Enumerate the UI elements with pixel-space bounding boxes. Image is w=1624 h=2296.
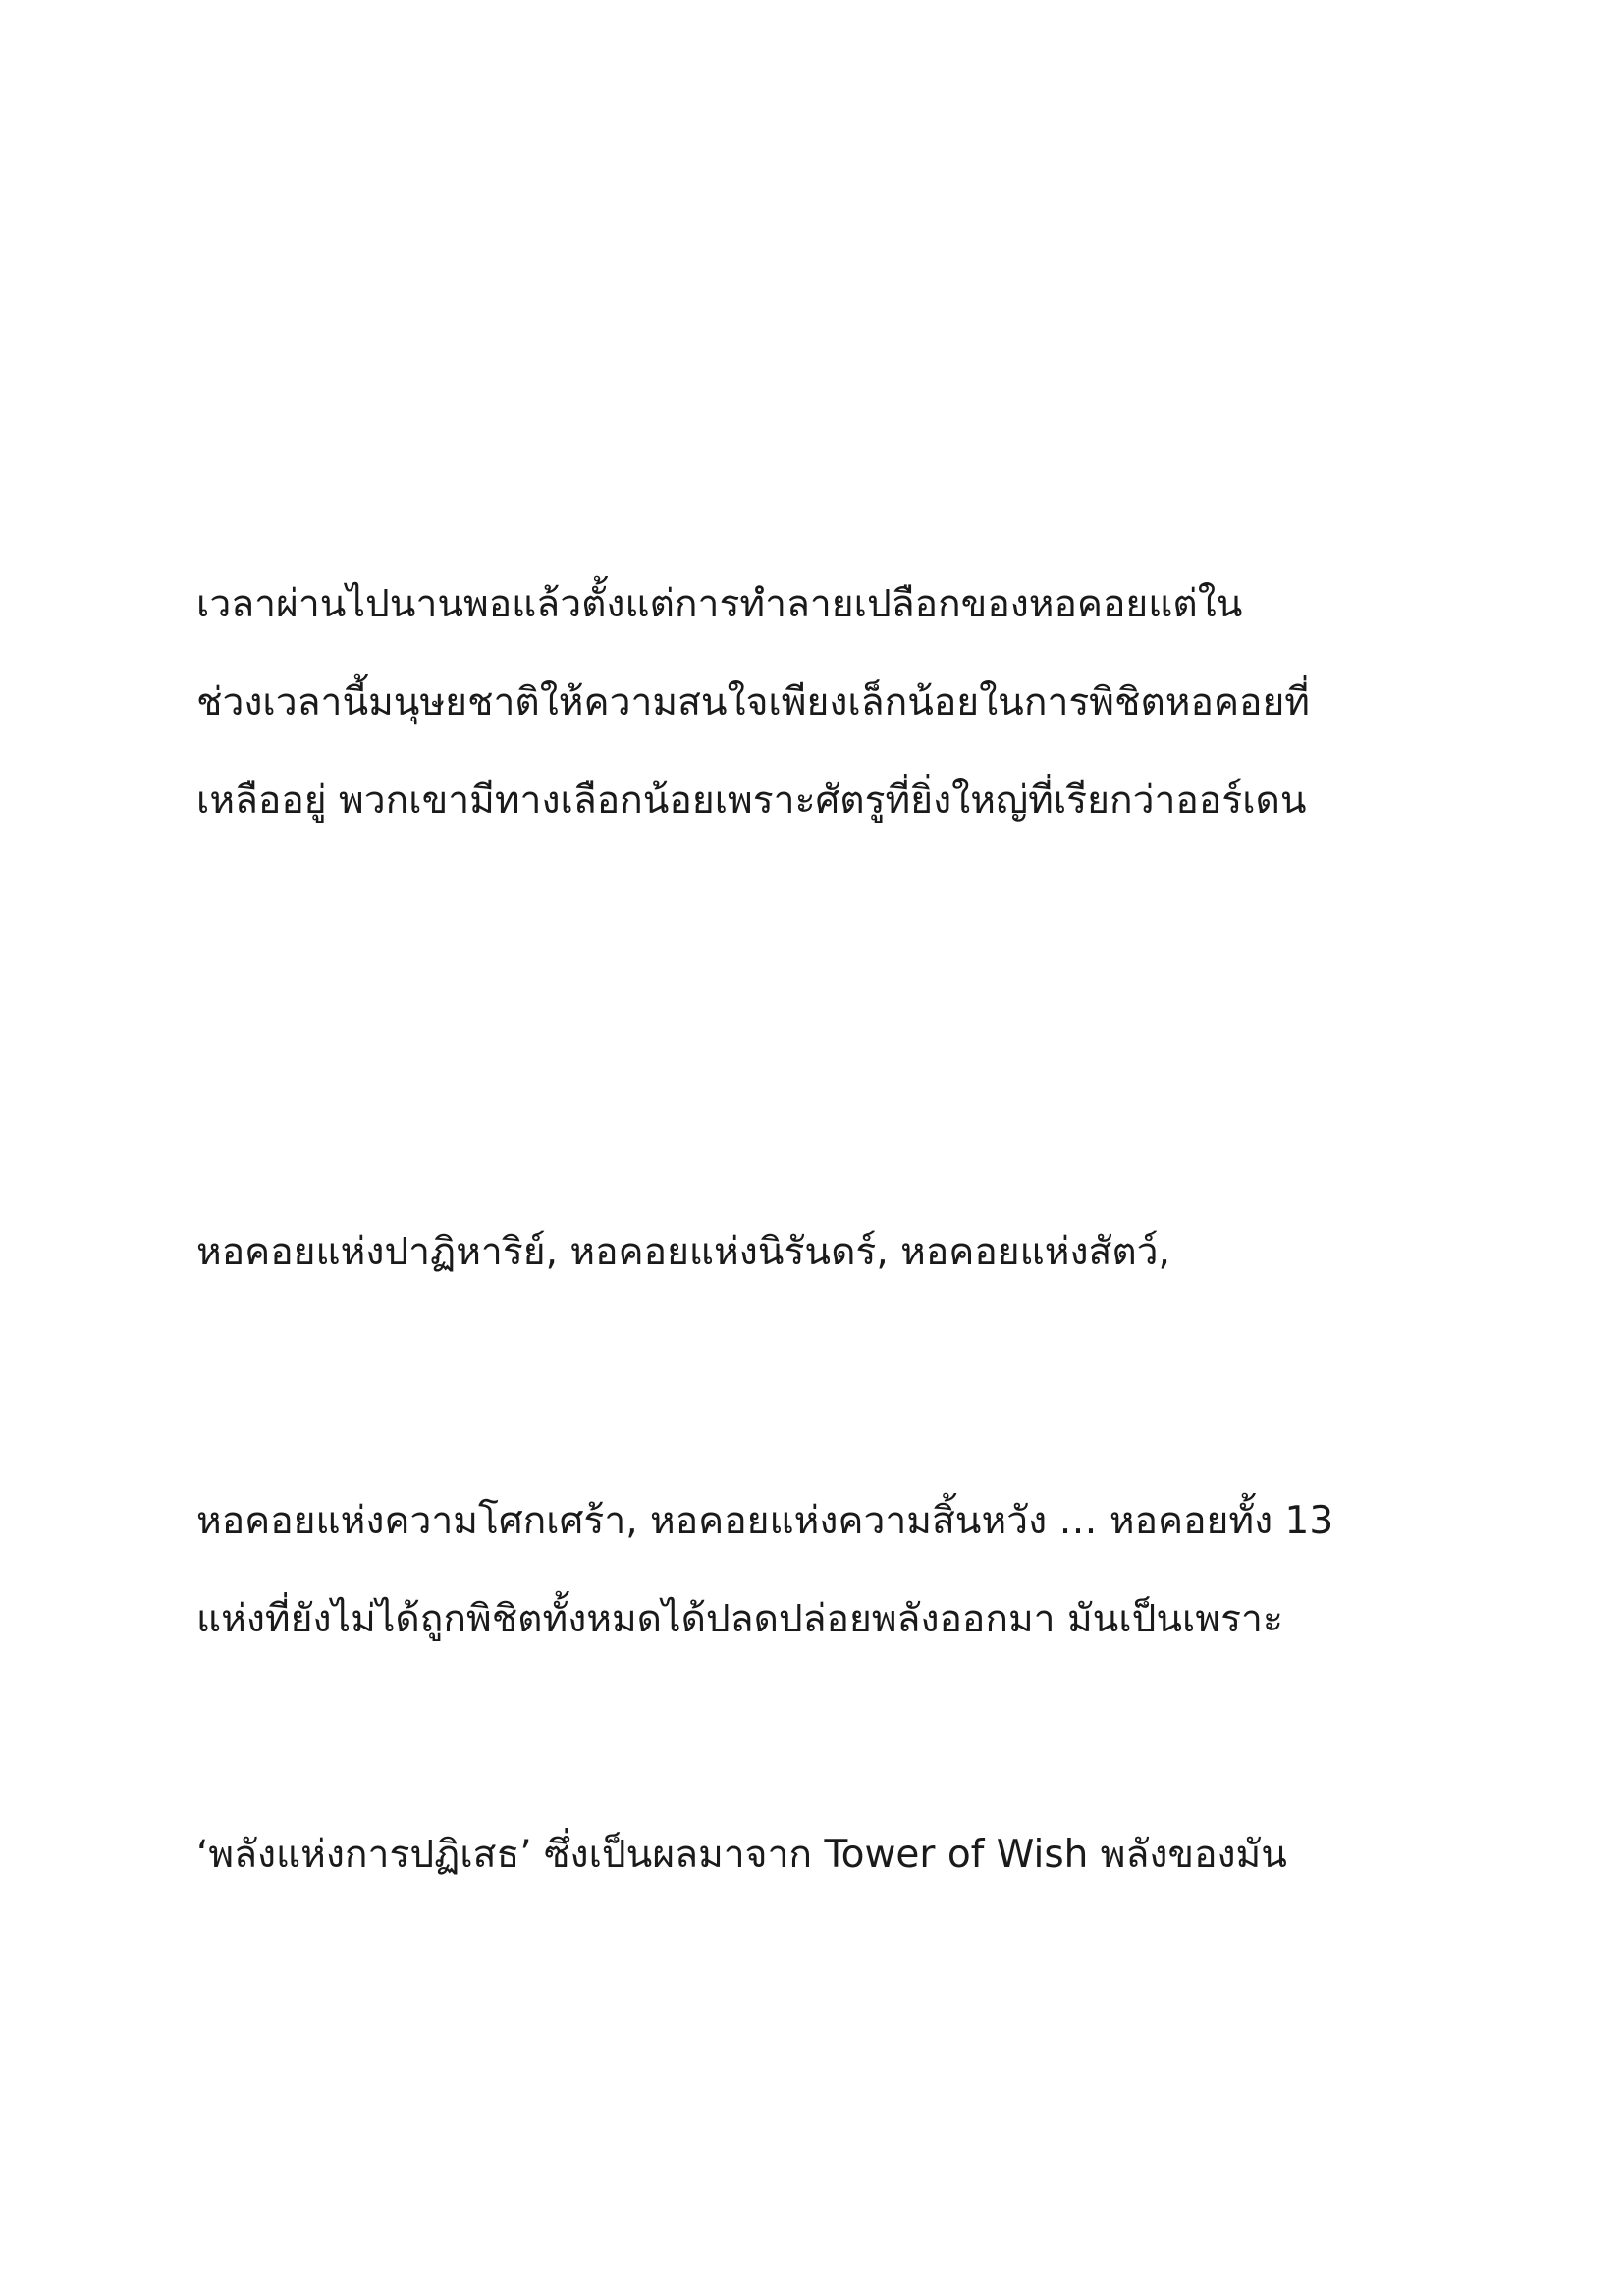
text-line: เวลาผ่านไปนานพอแล้วตั้งแต่การทำลายเปลือกของหอคอยแต่ใน: [196, 582, 1243, 626]
text-line: ‘พลังแห่งการปฏิเสธ’ ซึ่งเป็นผลมาจาก Tower of Wish พลังของมัน: [196, 1833, 1287, 1877]
text-line: เหลืออยู่ พวกเขามีทางเลือกน้อยเพราะศัตรูที่ยิ่งใหญ่ที่เรียกว่าออร์เดน: [196, 778, 1307, 823]
text-line: แห่งที่ยังไม่ได้ถูกพิชิตทั้งหมดได้ปลดปล่อยพลังออกมา มันเป็นเพราะ: [196, 1597, 1283, 1641]
text-line: หอคอยแห่งความโศกเศร้า, หอคอยแห่งความสิ้นหวัง … หอคอยทั้ง 13: [196, 1499, 1334, 1543]
text-line: หอคอยแห่งปาฏิหาริย์, หอคอยแห่งนิรันดร์, หอคอยแห่งสัตว์,: [196, 1230, 1170, 1274]
text-line: ช่วงเวลานี้มนุษยชาติให้ความสนใจเพียงเล็กน้อยในการพิชิตหอคอยที่: [196, 680, 1311, 724]
